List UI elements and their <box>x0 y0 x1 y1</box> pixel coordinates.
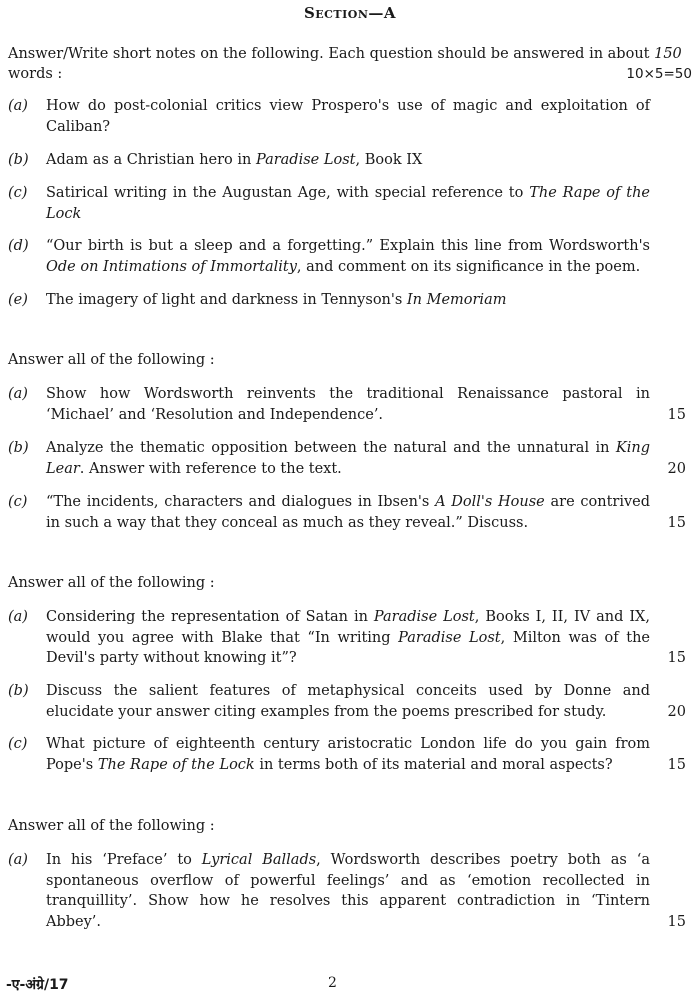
question-2c <box>8 492 686 533</box>
question-text: Satirical writing in the Augustan Age, with special reference to The Rape of the Lock <box>46 185 650 222</box>
section-title: Section—A <box>303 4 397 22</box>
question-label: (a) <box>8 98 28 114</box>
question-1b <box>8 150 686 171</box>
question-marks: 15 <box>667 514 686 531</box>
page-number: 2 <box>328 975 337 991</box>
question-1e <box>8 290 686 311</box>
question-marks: 15 <box>667 913 686 930</box>
question-1d <box>8 236 686 277</box>
total-marks: 10×5=50 <box>626 66 692 82</box>
question-2b <box>8 438 686 479</box>
question-text: What picture of eighteenth century aristocratic London life do you gain from Pope's The Rape of the Lock in terms both of its material and moral aspects? <box>46 736 650 773</box>
question-label: (c) <box>8 185 28 201</box>
question-text: Show how Wordsworth reinvents the traditional Renaissance pastoral in ‘Michael’ and ‘Resolution and Independence’. <box>46 386 650 423</box>
question-text: Analyze the thematic opposition between the natural and the unnatural in King Lear. Answer with reference to the text. <box>46 440 650 477</box>
question-text: How do post-colonial critics view Prospero's use of magic and exploitation of Caliban? <box>46 98 650 135</box>
question-3b <box>8 681 686 722</box>
question-3c <box>8 734 686 775</box>
question-text: Considering the representation of Satan in Paradise Lost, Books I, II, IV and IX, would you agree with Blake that “In writing Paradise Lost, Milton was of the Devil's party without knowing it”? <box>46 609 650 666</box>
question-text: Adam as a Christian hero in Paradise Lost, Book IX <box>46 152 423 168</box>
question-4-heading: Answer all of the following : <box>8 818 215 834</box>
question-marks: 15 <box>667 756 686 773</box>
question-label: (a) <box>8 386 28 402</box>
question-label: (a) <box>8 609 28 625</box>
question-label: (b) <box>8 683 29 699</box>
question-label: (b) <box>8 440 29 456</box>
question-marks: 20 <box>667 703 686 720</box>
question-label: (d) <box>8 238 29 254</box>
question-marks: 15 <box>667 650 686 666</box>
question-text: “Our birth is but a sleep and a forgetting.” Explain this line from Wordsworth's Ode on Intimations of Immortality, and comment on its significance in the poem. <box>46 238 650 275</box>
question-2a <box>8 384 686 425</box>
question-marks: 20 <box>667 460 686 477</box>
question-text: “The incidents, characters and dialogues in Ibsen's A Doll's House are contrived in such a way that they conceal as much as they reveal.” Discuss. <box>46 494 651 531</box>
question-3a <box>8 607 686 669</box>
question-label: (e) <box>8 292 28 308</box>
question-label: (a) <box>8 852 28 868</box>
question-text: Discuss the salient features of metaphysical conceits used by Donne and elucidate your answer citing examples from the poems prescribed for study. <box>46 683 650 720</box>
question-1c <box>8 183 686 224</box>
question-label: (c) <box>8 494 28 510</box>
question-2-heading: Answer all of the following : <box>8 352 215 368</box>
question-3-heading: Answer all of the following : <box>8 575 215 591</box>
question-text: The imagery of light and darkness in Tennyson's In Memoriam <box>46 292 507 308</box>
question-marks: 15 <box>667 406 686 423</box>
question-label: (c) <box>8 736 28 752</box>
paper-code: -ए-अंग्रे/17 <box>6 977 69 993</box>
question-label: (b) <box>8 152 29 168</box>
question-1a <box>8 96 686 137</box>
question-text: In his ‘Preface’ to Lyrical Ballads, Wordsworth describes poetry both as ‘a spontaneous overflow of powerful feelings’ and as ‘emotion recollected in tranquillity’. Show how he resolves this apparent contradiction in ‘Tintern Abbey’. <box>46 852 650 930</box>
section-instructions <box>8 44 692 84</box>
instructions-text: Answer/Write short notes on the following. Each question should be answered in about 150 words : <box>8 46 682 82</box>
question-4a <box>8 850 686 932</box>
